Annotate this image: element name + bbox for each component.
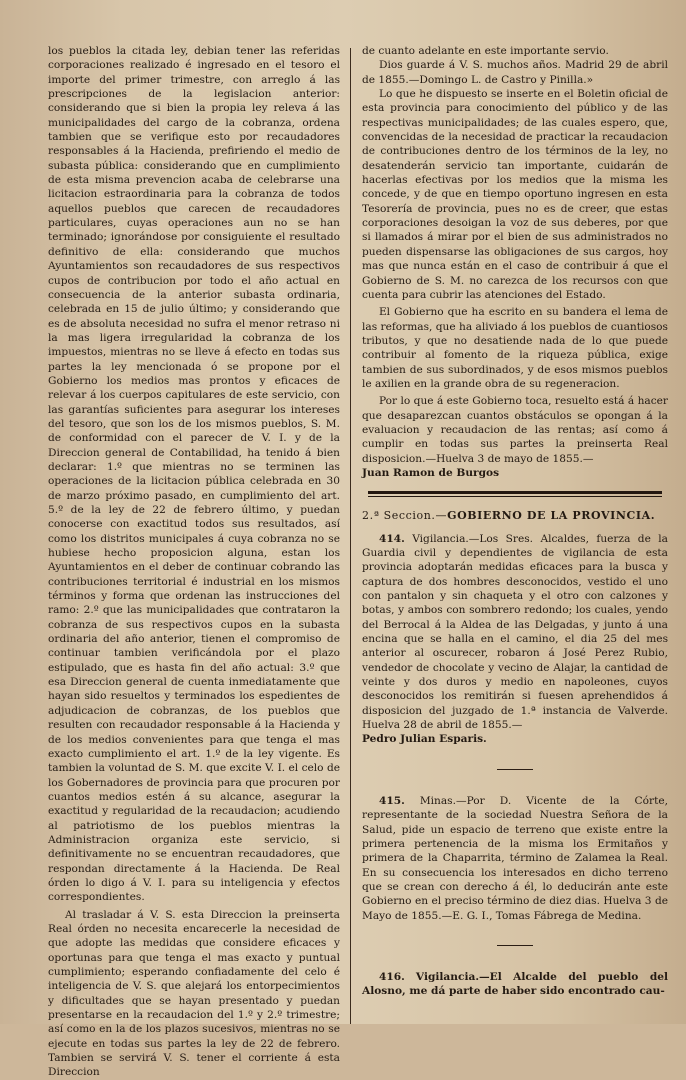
right-intro-paragraph-2: Dios guarde á V. S. muchos años. Madrid 29 de abril de 1855.—Domingo L. de Castro y Pinilla.» bbox=[362, 59, 668, 86]
entry-body: Minas.—Por D. Vicente de la Córte, representante de la sociedad Nuestra Señora de la Salud, pide un espacio de terreno que existe entre la primera pertenencia de la misma los Ermitaños y primera de la Chaparrita, término de Zalamea la Real. En su consecuencia los interesados en dicho terreno que se crean con derecho á él, lo deducirán ante este Gobierno en el preciso término de diez dias. Huelva 3 de Mayo de 1855.—E. G. I., Tomas Fábrega de Medina. bbox=[362, 794, 668, 922]
section-label: 2.ª Seccion.— bbox=[362, 509, 448, 523]
entry-414 bbox=[362, 532, 668, 733]
entry-number: 416. bbox=[378, 970, 405, 983]
section-rule-thin bbox=[368, 496, 662, 497]
right-column bbox=[362, 44, 668, 1024]
section-heading bbox=[362, 509, 668, 523]
left-paragraph-2: Al trasladar á V. S. esta Direccion la preinserta Real órden no necesita encarecerle la necesidad de que adopte las medidas que considere eficaces y oportunas para que tenga el mas exacto y puntual cumplimiento; esperando confiadamente del celo é inteligencia de V. S. que alejará los entorpecimientos y dificultades que se hayan presentado y puedan presentarse en la recaudacion del 1.º y 2.º trimestre; así como en la de los plazos sucesivos, mientras no se ejecute en todas sus partes la ley de 22 de febrero. Tambien se servirá V. S. tener el corriente á esta Direccion bbox=[48, 908, 340, 1079]
intro-signature: Juan Ramon de Burgos bbox=[362, 466, 500, 479]
left-paragraph-1: los pueblos la citada ley, debian tener las referidas corporaciones realizado é ingresado en el tesoro el importe del primer trimestre, con arreglo á las prescripciones de la legislacion anterior: considerando que si bien la propia ley releva á las municipalidades del cargo de la cobranza, ordena tambien que se verifique esto por recaudadores responsables á la Hacienda, prefiriendo el medio de subasta pública: considerando que en cumplimiento de esta misma prevencion acaba de celebrarse una licitacion estraordinaria para la cobranza de todos aquellos pueblos que carecen de recaudadores particulares, cuyas operaciones aun no se han terminado; ignorándose por consiguiente el resultado definitivo de ella: considerando que muchos Ayuntamientos son recaudadores de sus respectivos cupos de contribucion por todo el año actual en consecuencia de la anterior subasta ordinaria, celebrada en 15 de julio último; y considerando que es de absoluta necesidad no sufra el menor retraso ni la mas ligera irregularidad la cobranza de los impuestos, mientras no se lleve á efecto en todas sus partes la ley mencionada ó se propone por el Gobierno los medios mas prontos y eficaces de relevar á los cuerpos capitulares de este servicio, con las garantías suficientes para asegurar los intereses del tesoro, que son los de los mismos pueblos, S. M. de conformidad con el parecer de V. I. y de la Direccion general de Contabilidad, ha tenido á bien declarar: 1.º que mientras no se terminen las operaciones de la licitacion pública celebrada en 30 de marzo próximo pasado, en cumplimiento del art. 5.º de la ley de 22 de febrero último, y puedan conocerse con exactitud todos sus resultados, así como los distritos municipales á cuya cobranza no se hubiese hecho proposicion alguna, estan los Ayuntamientos en el deber de continuar cobrando las contribuciones territorial é industrial en los mismos términos y forma que ordenan las instrucciones del ramo: 2.º que las municipalidades que contrataron la cobranza de sus respectivos cupos en la subasta ordinaria del año anterior, tienen el compromiso de continuar tambien verificándola por el plazo estipulado, que es hasta fin del año actual: 3.º que esa Direccion general de cuenta inmediatamente que hayan sido resueltos y terminados los espedientes de adjudicacion de cobranzas, de los pueblos que resulten con recaudador responsable á la Hacienda y de los medios convenientes para que tenga el mas exacto cumplimiento el art. 1.º de la ley vigente. Es tambien la voluntad de S. M. que excite V. I. el celo de los Gobernadores de provincia para que procuren por cuantos medios estén á su alcance, asegurar la exactitud y regularidad de la recaudacion; acudiendo al patriotismo de los pueblos mientras la Administracion organiza este servicio, si definitivamente no se encuentran recaudadores, que respondan directamente á la Hacienda. De Real órden lo digo á V. I. para su inteligencia y efectos correspondientes. bbox=[48, 45, 340, 904]
entry-body: Vigilancia.—Los Sres. Alcaldes, fuerza de la Guardia civil y dependientes de vigilancia de esta provincia adoptarán medidas eficaces para la busca y captura de dos hombres desconocidos, vestido el uno con pantalon y sin chaqueta y el otro con calzones y botas, y ambos con sombrero redondo; los cuales, yendo del Berrocal á la Aldea de las Delgadas, y junto á una encina que se halla en el camino, el dia 25 del mes anterior al oscurecer, robaron á José Perez Rubio, vendedor de chocolate y vecino de Alajar, la cantidad de veinte y dos duros y medio en napoleones, cuyos desconocidos los remitirán si fuesen aprehendidos á disposicion del juzgado de 1.ª instancia de Valverde. Huelva 28 de abril de 1855.— bbox=[362, 532, 668, 732]
entry-body: Vigilancia.—El Alcalde del pueblo del Alosno, me dá parte de haber sido encontrado cau- bbox=[362, 970, 668, 998]
entry-415 bbox=[362, 794, 668, 923]
column-divider bbox=[350, 48, 351, 1024]
right-intro-paragraph-3: Lo que he dispuesto se inserte en el Boletin oficial de esta provincia para conocimiento del público y de las respectivas municipalidades; de las cuales espero, que, convencidas de la necesidad de practicar la recaudacion de contribuciones dentro de los términos de la ley, no desatenderán servicio tan importante, cuidarán de hacerlas efectivas por los medios que la misma les concede, y de que en tiempo oportuno ingresen en esta Tesorería de provincia, pues no es de creer, que estas corporaciones desoigan la voz de sus deberes, por que si llamados á mirar por el bien de sus administrados no pueden dispensarse las obligaciones de sus cargos, hoy mas que nunca están en el caso de contribuir á que el Gobierno de S. M. no carezca de los recursos con que cuenta para cubrir las atenciones del Estado. bbox=[362, 88, 668, 301]
entry-separator bbox=[497, 945, 533, 946]
right-intro-paragraph-4: El Gobierno que ha escrito en su bandera el lema de las reformas, que ha aliviado á los pueblos de cuantiosos tributos, y que no desatiende nada de lo que puede contribuir al fomento de la riqueza pública, exige tambien de sus subordinados, y de esos mismos pueblos le axilien en la grande obra de su regeneracion. bbox=[362, 306, 668, 390]
section-title: GOBIERNO DE LA PROVINCIA. bbox=[447, 509, 656, 523]
right-intro-paragraph-5: Por lo que á este Gobierno toca, resuelto está á hacer que desaparezcan cuantos obstáculos se opongan á la evaluacion y recaudacion de las rentas; así como á cumplir en todas sus partes la preinserta Real disposicion.—Huelva 3 de mayo de 1855.— bbox=[362, 395, 668, 465]
section-rule-thick bbox=[368, 491, 662, 494]
entry-number: 415. bbox=[378, 794, 405, 807]
left-column bbox=[48, 44, 340, 1079]
entry-414-signature: Pedro Julian Esparis. bbox=[362, 733, 487, 746]
entry-416 bbox=[362, 970, 668, 999]
right-intro-paragraph-1: de cuanto adelante en este importante servio. bbox=[362, 45, 609, 57]
entry-number: 414. bbox=[378, 532, 405, 545]
entry-separator bbox=[497, 769, 533, 770]
